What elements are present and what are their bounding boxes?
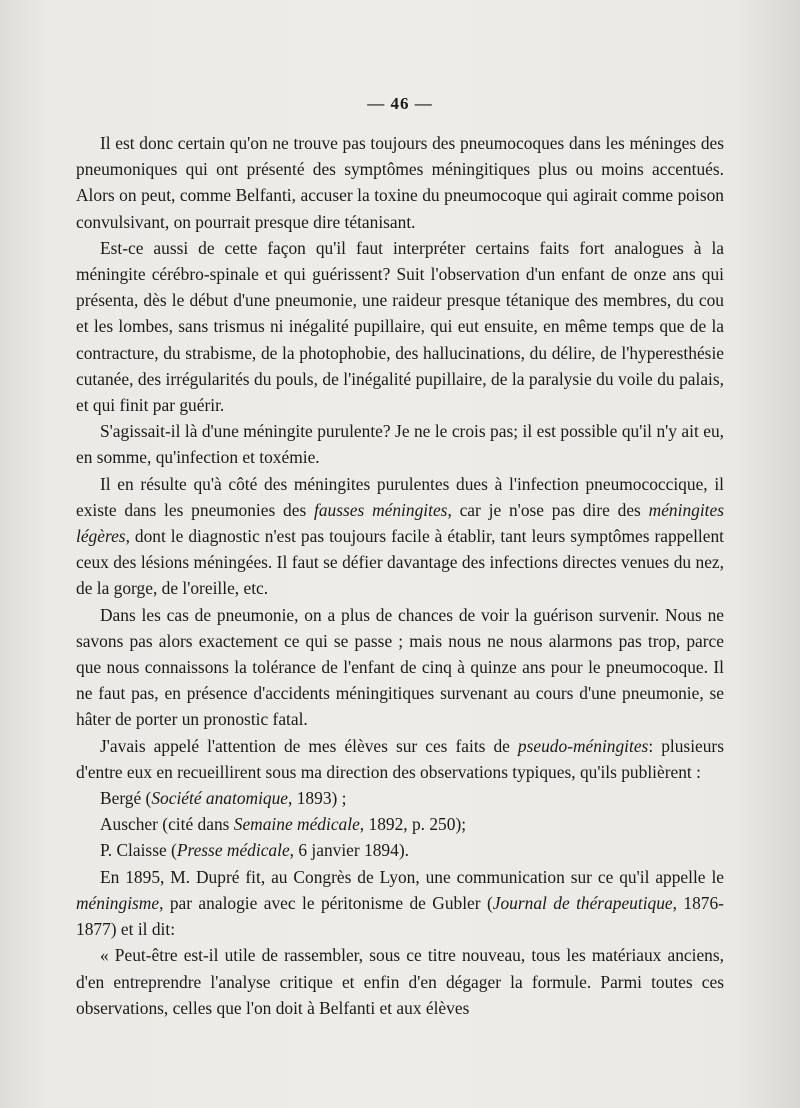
- paragraph: En 1895, M. Dupré fit, au Congrès de Lyon, une communication sur ce qu'il appelle le méningisme, par analogie avec le péritonisme de Gubler (Journal de thérapeutique, 1876-1877) et il dit:: [76, 866, 724, 940]
- paragraph: S'agissait-il là d'une méningite purulente? Je ne le crois pas; il est possible qu'il n'y ait eu, en somme, qu'infection et toxémie.: [76, 421, 724, 468]
- italic-term: méningites légères: [76, 499, 724, 547]
- quote-paragraph: « Peut-être est-il utile de rassembler, sous ce titre nouveau, tous les matériaux anciens, d'en entreprendre l'analyse critique et enfin d'en dégager la formule. Parmi toutes ces observations, celles que l'on doit à Belfanti et aux élèves: [76, 945, 724, 1018]
- italic-term: Presse médicale: [176, 840, 290, 861]
- italic-term: pseudo-méningites: [517, 735, 649, 756]
- paragraph: J'avais appelé l'attention de mes élèves sur ces faits de pseudo-méningites: plusieurs d'entre eux en recueillirent sous ma direction des observations typiques, qu'ils publièrent :: [76, 735, 724, 782]
- reference-line: Bergé (Société anatomique, 1893) ;: [100, 788, 347, 809]
- italic-term: Journal de thérapeutique: [492, 892, 673, 913]
- italic-term: fausses méningites: [314, 499, 448, 520]
- reference-line: Auscher (cité dans Semaine médicale, 1892, p. 250);: [100, 814, 467, 835]
- italic-term: méningisme: [76, 892, 160, 913]
- italic-term: Semaine médicale: [233, 814, 360, 835]
- reference-line: P. Claisse (Presse médicale, 6 janvier 1894).: [100, 840, 409, 861]
- italic-term: Société anatomique: [151, 788, 289, 809]
- paragraph: Il en résulte qu'à côté des méningites purulentes dues à l'infection pneumococcique, il existe dans les pneumonies des fausses méningites, car je n'ose pas dire des méningites légères, dont le diagnostic n'est pas toujours facile à établir, tant leurs symptômes rappellent ceux des lésions méningées. Il faut se défier davantage des infections directes venues du nez, de la gorge, de l'oreille, etc.: [76, 473, 724, 599]
- body-text: [76, 130, 724, 1021]
- page-number: — 46 —: [367, 94, 433, 113]
- paragraph: Il est donc certain qu'on ne trouve pas toujours des pneumocoques dans les méninges des pneumoniques qui ont présenté des symptômes méningitiques plus ou moins accentués. Alors on peut, comme Belfanti, accuser la toxine du pneumocoque qui agirait comme poison convulsivant, on pourrait presque dire tétanisant.: [76, 133, 724, 232]
- paragraph: Est-ce aussi de cette façon qu'il faut interpréter certains faits fort analogues à la méningite cérébro-spinale et qui guérissent? Suit l'observation d'un enfant de onze ans qui présenta, dès le début d'une pneumonie, une raideur presque tétanique des membres, du cou et les lombes, sans trismus ni inégalité pupillaire, qui eut ensuite, en même temps que de la contracture, du strabisme, de la photophobie, des hallucinations, du délire, de l'hyperesthésie cutanée, des irrégularités du pouls, de l'inégalité pupillaire, de la paralysie du voile du palais, et qui finit par guérir.: [76, 237, 724, 416]
- paragraph: Dans les cas de pneumonie, on a plus de chances de voir la guérison survenir. Nous ne savons pas alors exactement ce qui se passe ; mais nous ne nous alarmons pas trop, parce que nous connaissons la tolérance de l'enfant de cinq à quinze ans pour le pneumocoque. Il ne faut pas, en présence d'accidents méningitiques survenant au cours d'une pneumonie, se hâter de porter un pronostic fatal.: [76, 604, 724, 730]
